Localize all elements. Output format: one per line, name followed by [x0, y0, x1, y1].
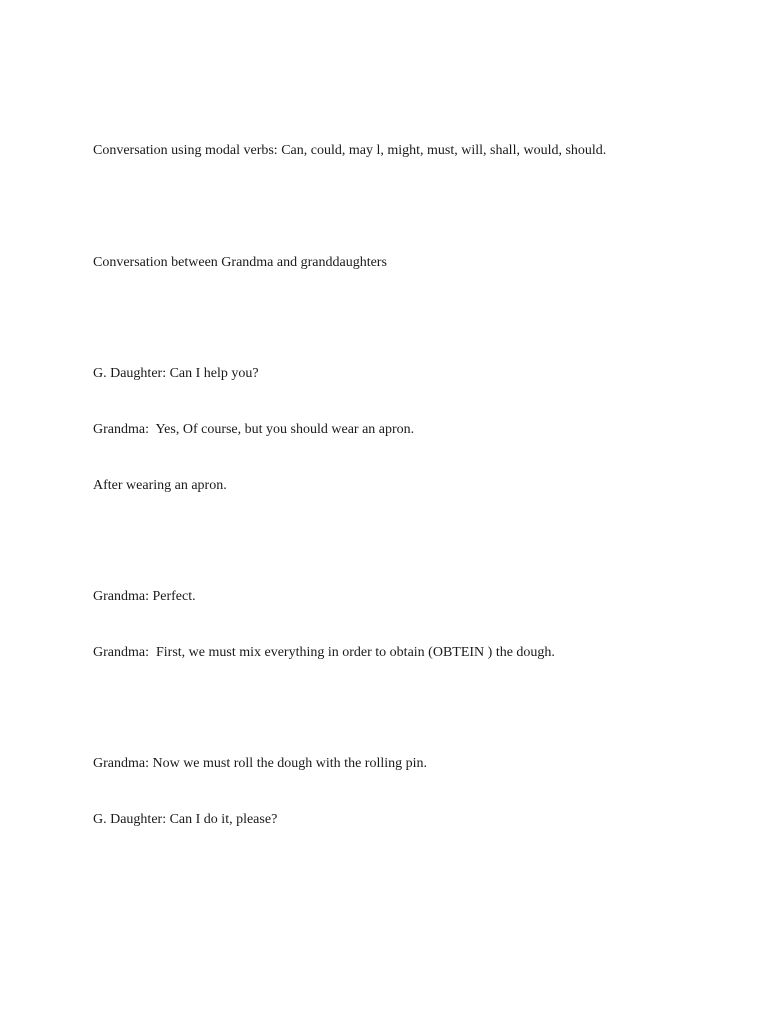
dialogue-line: Grandma: First, we must mix everything in order to obtain (OBTEIN ) the dough. [93, 645, 555, 660]
dialogue-line: G. Daughter: Can I help you? [93, 366, 259, 381]
dialogue-line: Grandma: Now we must roll the dough with the rolling pin. [93, 756, 428, 771]
dialogue-line: G. Daughter: Can I do it, please? [93, 812, 278, 827]
narration-line: After wearing an apron. [93, 478, 227, 493]
conversation-subheading: Conversation between Grandma and granddaughters [93, 255, 387, 270]
dialogue-line: Grandma: Yes, Of course, but you should wear an apron. [93, 422, 415, 437]
dialogue-line: Grandma: Perfect. [93, 589, 196, 604]
document-heading: Conversation using modal verbs: Can, could, may l, might, must, will, shall, would, should. [93, 143, 607, 158]
